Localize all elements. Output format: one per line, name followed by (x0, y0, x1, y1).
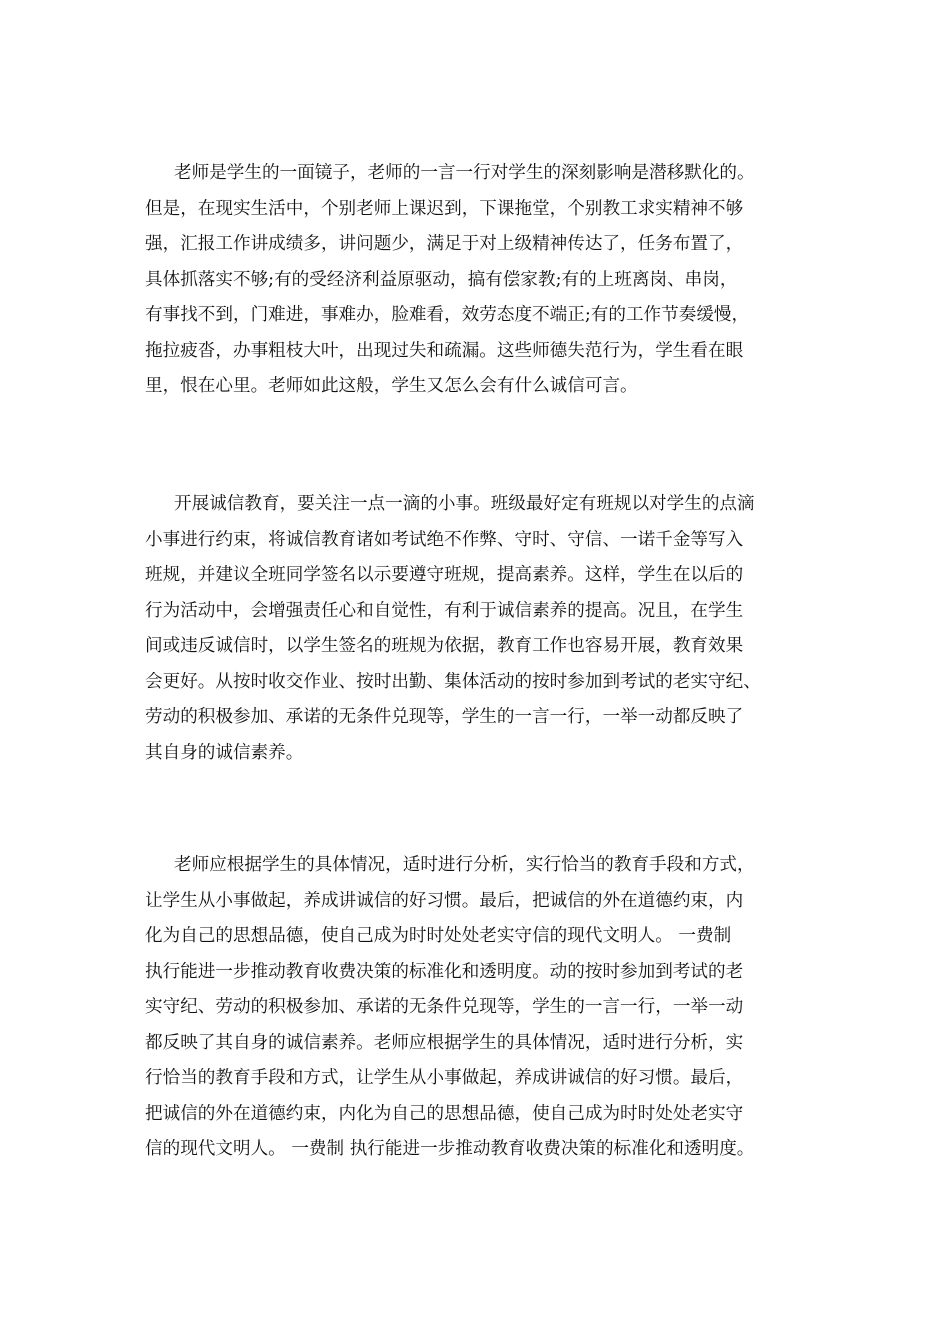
paragraph-1 (145, 156, 815, 405)
paragraph-line: 强，汇报工作讲成绩多，讲问题少，满足于对上级精神传达了，任务布置了， (145, 234, 744, 254)
paragraph-line: 间或违反诚信时，以学生签名的班规为依据，教育工作也容易开展，教育效果 (145, 636, 744, 656)
paragraph-line: 实守纪、劳动的积极参加、承诺的无条件兑现等，学生的一言一行，一举一动 (145, 997, 744, 1017)
paragraph-line: 会更好。从按时收交作业、按时出勤、集体活动的按时参加到考试的老实守纪、 (145, 671, 761, 692)
paragraph-line: 信的现代文明人。 一费制 执行能进一步推动教育收费决策的标准化和透明度。 (145, 1139, 755, 1159)
paragraph-line: 其自身的诚信素养。 (145, 742, 304, 763)
paragraph-line: 执行能进一步推动教育收费决策的标准化和透明度。动的按时参加到考试的老 (145, 961, 744, 982)
paragraph-2 (145, 487, 815, 771)
paragraph-3 (145, 848, 815, 1168)
paragraph-line: 让学生从小事做起，养成讲诚信的好习惯。最后，把诚信的外在道德约束，内 (145, 890, 744, 911)
paragraph-line: 班规，并建议全班同学签名以示要遵守班规，提高素养。这样，学生在以后的 (145, 565, 744, 585)
paragraph-line: 行为活动中，会增强责任心和自觉性，有利于诚信素养的提高。况且，在学生 (145, 600, 744, 621)
paragraph-line: 行恰当的教育手段和方式，让学生从小事做起，养成讲诚信的好习惯。最后， (145, 1068, 744, 1088)
paragraph-line: 把诚信的外在道德约束，内化为自己的思想品德，使自己成为时时处处老实守 (145, 1103, 744, 1124)
paragraph-line: 有事找不到，门难进，事难办，脸难看，效劳态度不端正;有的工作节奏缓慢， (145, 305, 750, 325)
paragraph-line: 具体抓落实不够;有的受经济利益原驱动，搞有偿家教;有的上班离岗、串岗， (145, 269, 738, 290)
paragraph-line: 劳动的积极参加、承诺的无条件兑现等，学生的一言一行，一举一动都反映了 (145, 707, 744, 727)
paragraph-line: 老师应根据学生的具体情况，适时进行分析，实行恰当的教育手段和方式， (174, 855, 755, 875)
paragraph-line: 开展诚信教育，要关注一点一滴的小事。班级最好定有班规以对学生的点滴 (174, 494, 755, 514)
paragraph-line: 但是，在现实生活中，个别老师上课迟到，下课拖堂，个别教工求实精神不够 (145, 198, 744, 219)
paragraph-line: 拖拉疲沓，办事粗枝大叶，出现过失和疏漏。这些师德失范行为，学生看在眼 (145, 340, 744, 361)
paragraph-line: 里，恨在心里。老师如此这般，学生又怎么会有什么诚信可言。 (145, 376, 638, 396)
paragraph-line: 小事进行约束，将诚信教育诸如考试绝不作弊、守时、守信、一诺千金等写入 (145, 529, 744, 550)
paragraph-line: 都反映了其自身的诚信素养。老师应根据学生的具体情况，适时进行分析，实 (145, 1032, 744, 1053)
paragraph-line: 老师是学生的一面镜子，老师的一言一行对学生的深刻影响是潜移默化的。 (174, 163, 755, 183)
paragraph-line: 化为自己的思想品德，使自己成为时时处处老实守信的现代文明人。 一费制 (145, 926, 732, 946)
